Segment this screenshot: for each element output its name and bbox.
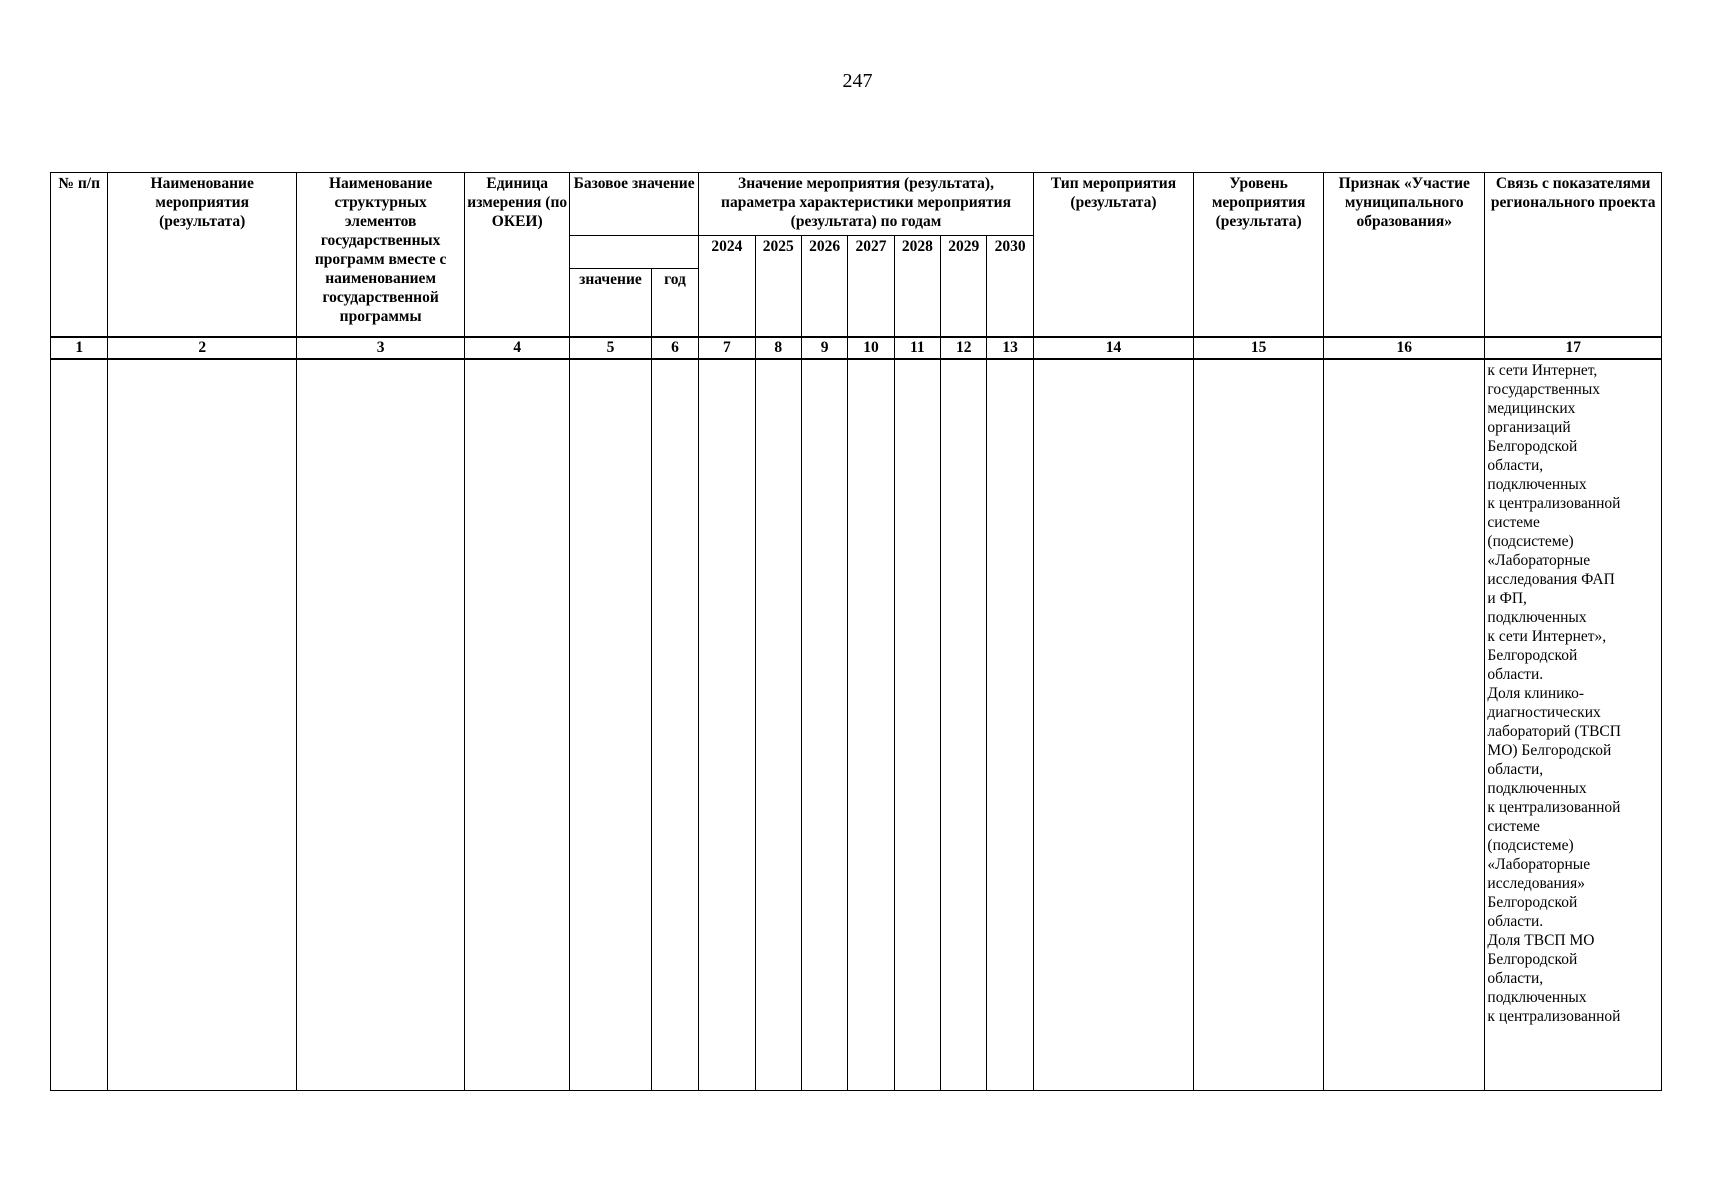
header-base-value: Базовое значение xyxy=(570,173,699,236)
column-number: 5 xyxy=(570,337,652,359)
column-numbers-row xyxy=(51,337,1662,359)
header-year-2026: 2026 xyxy=(801,236,847,337)
column-number: 13 xyxy=(987,337,1033,359)
column-number: 12 xyxy=(941,337,987,359)
header-base-year-sub: год xyxy=(651,269,698,337)
header-year-2025: 2025 xyxy=(755,236,801,337)
cell-empty xyxy=(465,359,570,1091)
column-number: 3 xyxy=(296,337,464,359)
header-activity-level: Уровень мероприятия (результата) xyxy=(1194,173,1324,337)
header-municipal-participation: Признак «Участие муниципального образования» xyxy=(1324,173,1485,337)
cell-empty xyxy=(108,359,297,1091)
header-activity-type: Тип мероприятия (результата) xyxy=(1033,173,1193,337)
header-year-2027: 2027 xyxy=(848,236,894,337)
column-number: 8 xyxy=(755,337,801,359)
column-number: 9 xyxy=(801,337,847,359)
header-regional-link: Связь с показателями регионального проекта xyxy=(1485,173,1662,337)
cell-empty xyxy=(755,359,801,1091)
column-number: 10 xyxy=(848,337,894,359)
column-number: 14 xyxy=(1033,337,1193,359)
page-number: 247 xyxy=(842,70,873,92)
cell-empty xyxy=(1324,359,1485,1091)
header-unit: Единица измерения (по ОКЕИ) xyxy=(465,173,570,337)
activities-table xyxy=(50,172,1662,1091)
header-base-value-sub: значение xyxy=(570,269,652,337)
cell-empty xyxy=(699,359,755,1091)
cell-empty xyxy=(941,359,987,1091)
column-number: 15 xyxy=(1194,337,1324,359)
cell-empty xyxy=(894,359,940,1091)
header-number: № п/п xyxy=(51,173,108,337)
cell-empty xyxy=(296,359,464,1091)
header-values-by-year: Значение мероприятия (результата), параметра характеристики мероприятия (результата) по годам xyxy=(699,173,1034,236)
cell-empty xyxy=(1194,359,1324,1091)
cell-empty xyxy=(848,359,894,1091)
header-base-spacer xyxy=(570,236,699,269)
column-number: 1 xyxy=(51,337,108,359)
table-row xyxy=(51,359,1662,1091)
column-number: 6 xyxy=(651,337,698,359)
header-row-1 xyxy=(51,173,1662,236)
header-activity-name: Наименование мероприятия (результата) xyxy=(108,173,297,337)
column-number: 17 xyxy=(1485,337,1662,359)
column-number: 2 xyxy=(108,337,297,359)
cell-empty xyxy=(987,359,1033,1091)
header-year-2028: 2028 xyxy=(894,236,940,337)
cell-empty xyxy=(801,359,847,1091)
column-number: 4 xyxy=(465,337,570,359)
header-structural-elements: Наименование структурных элементов государственных программ вместе с наименованием государственной программы xyxy=(296,173,464,337)
header-year-2030: 2030 xyxy=(987,236,1033,337)
column-number: 7 xyxy=(699,337,755,359)
cell-empty xyxy=(1033,359,1193,1091)
column-number: 11 xyxy=(894,337,940,359)
cell-empty xyxy=(651,359,698,1091)
header-year-2029: 2029 xyxy=(941,236,987,337)
cell-empty xyxy=(570,359,652,1091)
cell-regional-link-text: к сети Интернет, государственных медицинских организаций Белгородской области, подключенных к централизованной системе (подсистеме) «Лабораторные исследования ФАП и ФП, подключенных к сети Интернет», Белгородской области. Доля клинико- диагностических лабораторий (ТВСП МО) Белгородской области, подключенных к централизованной системе (подсистеме) «Лабораторные исследования» Белгородской области. Доля ТВСП МО Белгородской области, подключенных к централизованной xyxy=(1485,359,1662,1091)
cell-empty xyxy=(51,359,108,1091)
header-year-2024: 2024 xyxy=(699,236,755,337)
column-number: 16 xyxy=(1324,337,1485,359)
